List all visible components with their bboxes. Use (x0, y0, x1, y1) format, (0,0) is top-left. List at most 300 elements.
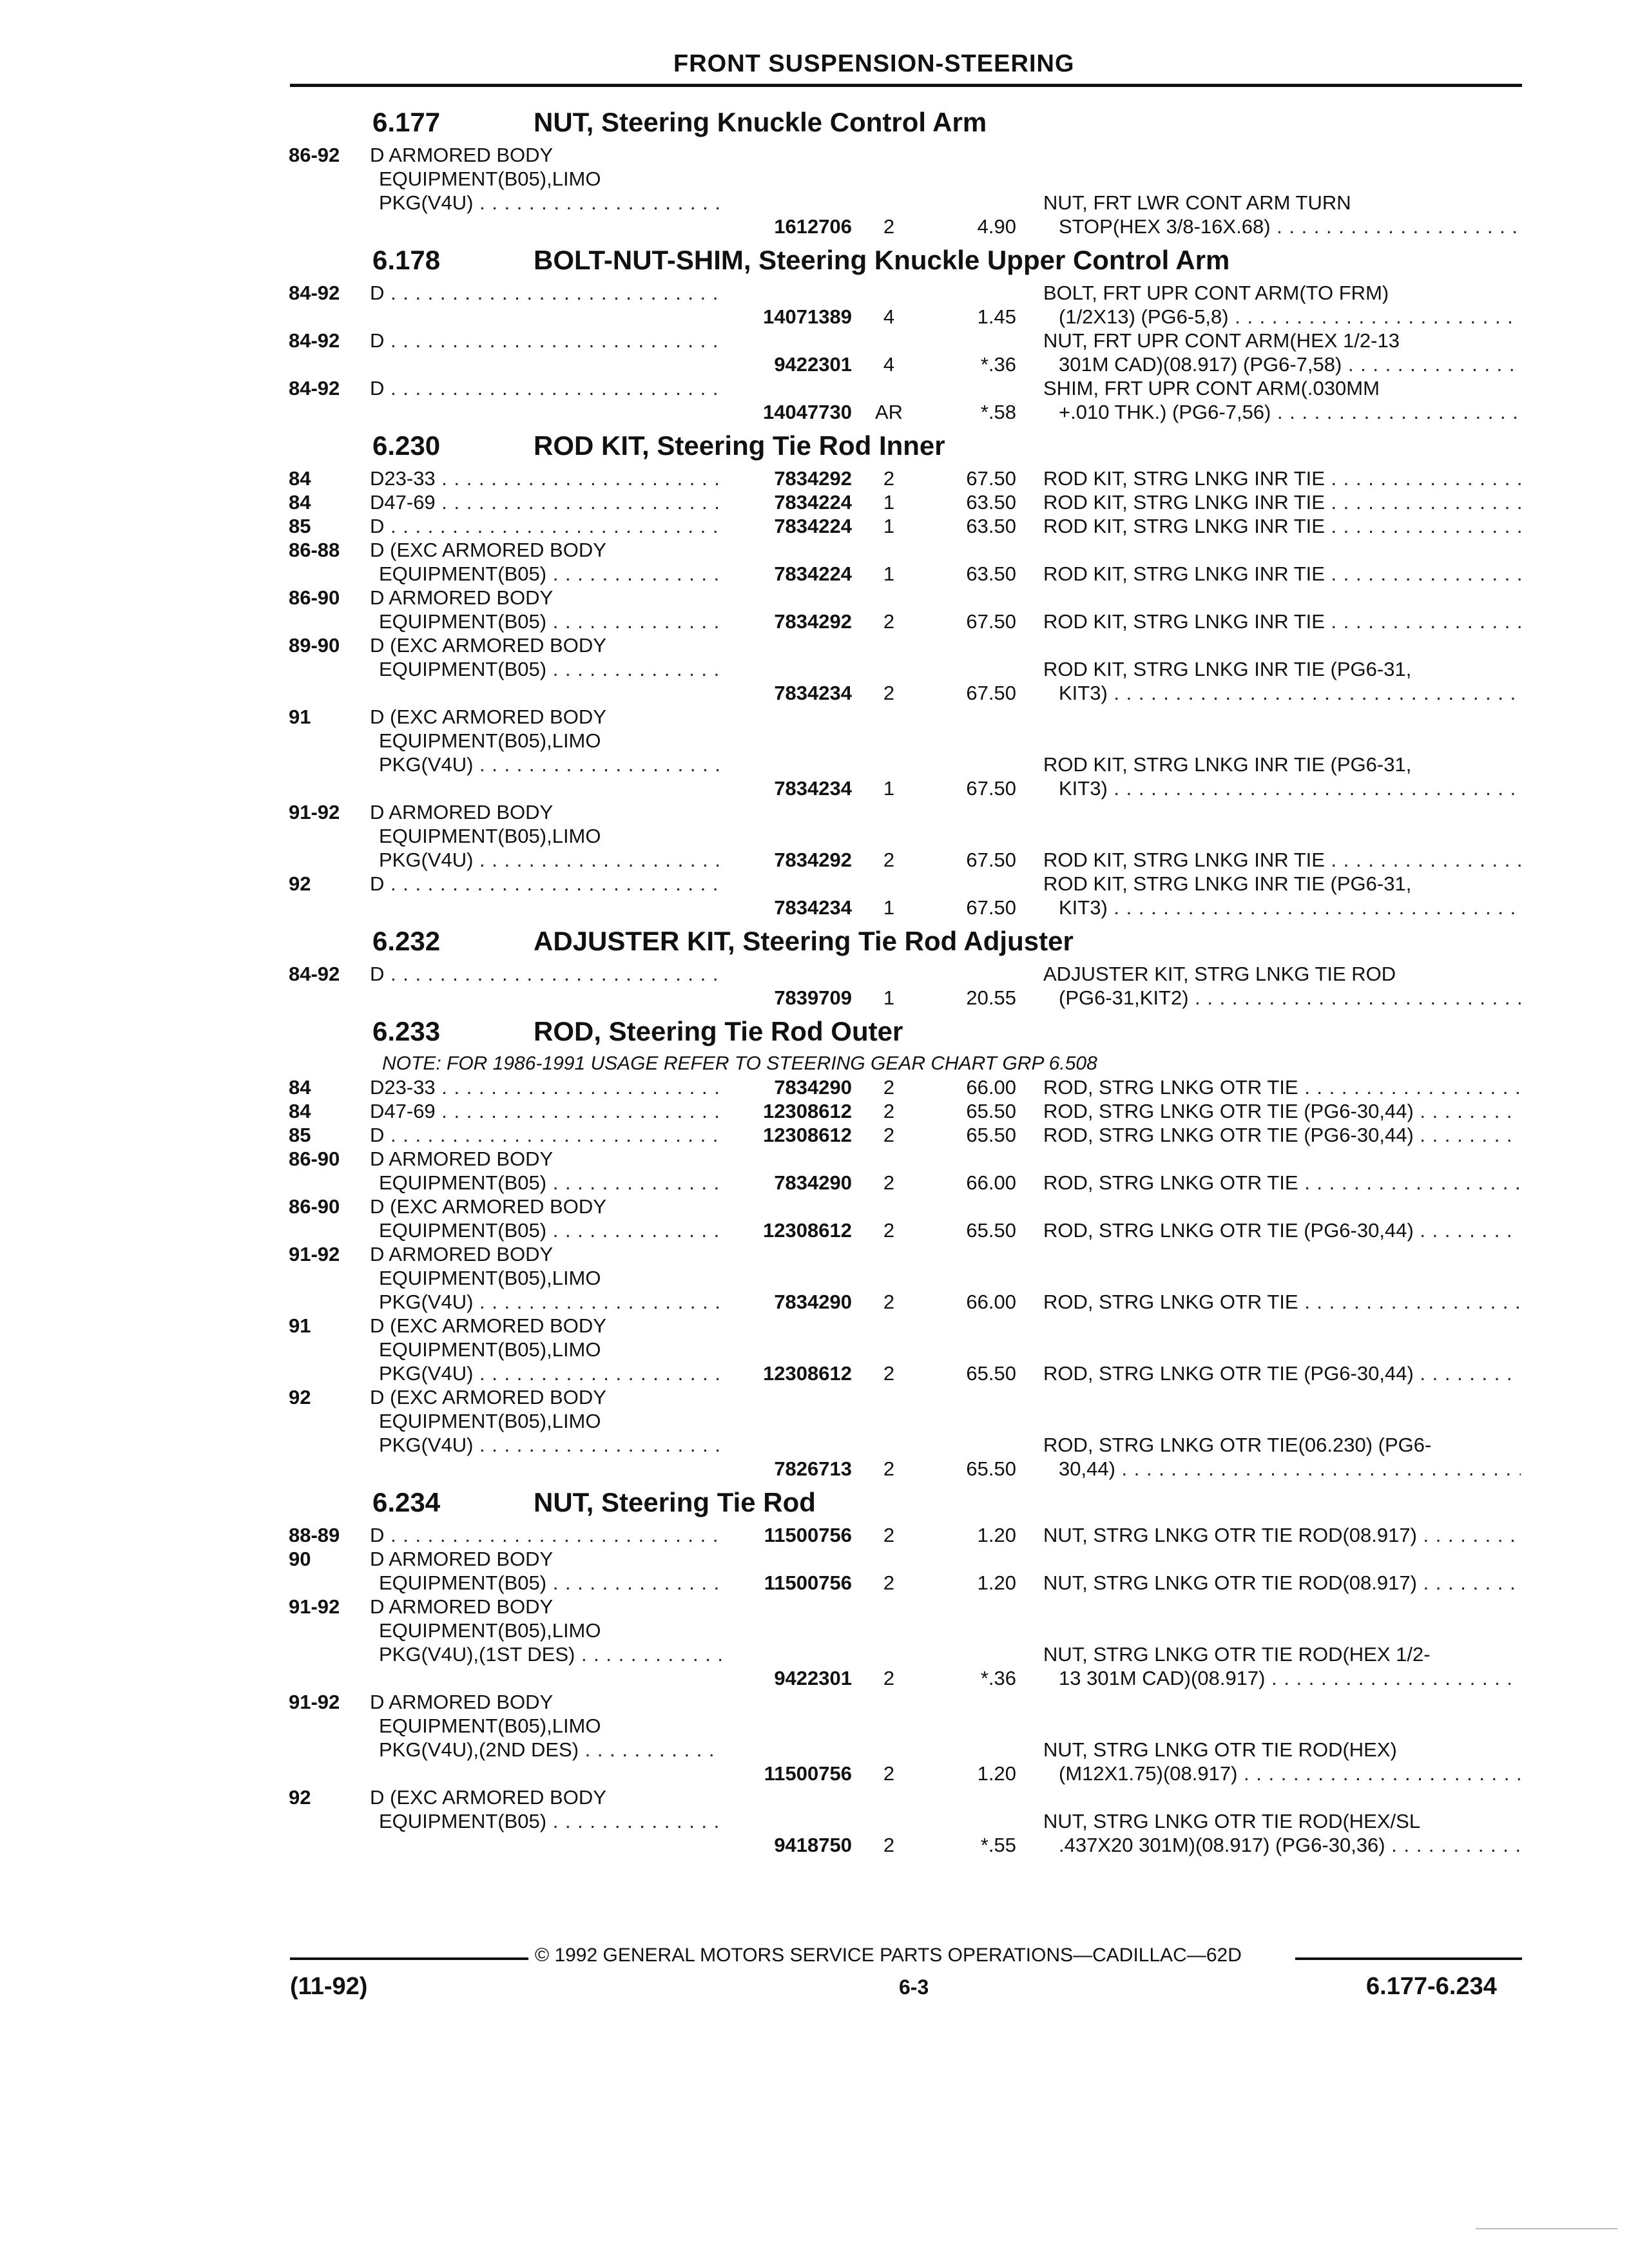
description-line: .437X20 301M)(08.917) (PG6-30,36) . . . (1043, 1833, 1521, 1857)
entry-year (289, 800, 370, 872)
group-number: 6.230 (372, 430, 441, 461)
description-line: NUT, STRG LNKG OTR TIE ROD(HEX) (1043, 1738, 1397, 1761)
quantity-text: 2 (883, 610, 895, 633)
footer-page-number: 6-3 (899, 1975, 929, 1999)
price-text: 65.50 (966, 1219, 1016, 1242)
part-entry (289, 1314, 1521, 1385)
quantity-text: 1 (883, 777, 895, 800)
entry-description (1016, 1195, 1521, 1242)
price-text: 67.50 (966, 682, 1016, 704)
entry-price (926, 1123, 1016, 1147)
part-number-text: 9422301 (774, 353, 852, 376)
part-number-text: 7834292 (774, 610, 852, 633)
part-group (289, 1481, 1521, 1857)
price-text: 65.50 (966, 1457, 1016, 1480)
part-number-text: 11500756 (764, 1571, 852, 1594)
entry-year (289, 514, 370, 538)
footer-copyright: © 1992 GENERAL MOTORS SERVICE PARTS OPERATIONS—CADILLAC—62D (535, 1945, 1242, 1966)
model-line: D . . . (370, 962, 723, 986)
entry-quantity (852, 466, 926, 490)
quantity-text: AR (874, 401, 903, 423)
entry-description (1016, 1785, 1521, 1857)
model-line: D ARMORED BODY (370, 1148, 554, 1170)
part-number-text: 7834234 (774, 896, 852, 919)
entry-description (1016, 514, 1521, 538)
entry-price (926, 376, 1016, 424)
group-number: 6.177 (372, 107, 441, 137)
model-line: D . . . (370, 872, 723, 896)
entry-price (926, 705, 1016, 800)
part-entry (289, 1123, 1521, 1147)
entry-year-text: 84-92 (289, 963, 340, 985)
model-line: EQUIPMENT(B05) . . . (370, 610, 723, 633)
part-entry (289, 1547, 1521, 1595)
entry-year (289, 705, 370, 800)
entry-quantity (852, 800, 926, 872)
entry-model (370, 281, 723, 329)
entry-price (926, 1690, 1016, 1785)
model-line: EQUIPMENT(B05),LIMO (379, 1410, 601, 1432)
group-heading (289, 1481, 1521, 1523)
model-line: EQUIPMENT(B05) . . . (370, 1809, 723, 1833)
entry-price (926, 962, 1016, 1010)
entry-model (370, 1242, 723, 1314)
entry-model (370, 1547, 723, 1595)
entry-year-text: 84 (289, 467, 311, 490)
entry-price (926, 1195, 1016, 1242)
model-line: PKG(V4U) . . . (370, 848, 723, 872)
model-line: D ARMORED BODY (370, 1548, 554, 1570)
entry-description (1016, 962, 1521, 1010)
entry-quantity (852, 1195, 926, 1242)
entry-price (926, 1547, 1016, 1595)
description-line: STOP(HEX 3/8-16X.68) . . . (1043, 215, 1521, 238)
entry-price (926, 1147, 1016, 1195)
footer-group-range: 6.177-6.234 (1366, 1973, 1497, 2000)
part-entry (289, 281, 1521, 329)
entry-quantity (852, 376, 926, 424)
description-line: 301M CAD)(08.917) (PG6-7,58) . . . (1043, 352, 1521, 376)
entry-quantity (852, 514, 926, 538)
entry-year-text: 90 (289, 1548, 311, 1570)
entry-description (1016, 586, 1521, 633)
entry-part-number (723, 1785, 852, 1857)
entry-year (289, 1123, 370, 1147)
entry-year (289, 1147, 370, 1195)
price-text: 65.50 (966, 1100, 1016, 1122)
entry-description (1016, 1690, 1521, 1785)
description-line: SHIM, FRT UPR CONT ARM(.030MM (1043, 377, 1380, 399)
entry-year-text: 86-90 (289, 1148, 340, 1170)
part-number-text: 7834290 (774, 1291, 852, 1313)
model-line: D (EXC ARMORED BODY (370, 634, 606, 657)
price-text: 20.55 (966, 986, 1016, 1009)
quantity-text: 2 (883, 1457, 895, 1480)
scan-mark (1476, 2228, 1617, 2229)
part-entry (289, 1523, 1521, 1547)
part-group (289, 101, 1521, 238)
entry-model (370, 1523, 723, 1547)
entry-quantity (852, 1547, 926, 1595)
model-line: D (EXC ARMORED BODY (370, 1314, 606, 1337)
model-line: D ARMORED BODY (370, 1243, 554, 1265)
entry-quantity (852, 586, 926, 633)
description-line: ROD KIT, STRG LNKG INR TIE . . . (1043, 466, 1521, 490)
entry-description (1016, 1099, 1521, 1123)
part-entry (289, 490, 1521, 514)
entry-description (1016, 1242, 1521, 1314)
model-line: PKG(V4U),(2ND DES) . . . (370, 1738, 723, 1762)
entry-part-number (723, 1242, 852, 1314)
price-text: 1.20 (977, 1524, 1016, 1546)
footer-rule-left (290, 1957, 528, 1960)
header-rule (290, 84, 1522, 87)
price-text: 65.50 (966, 1124, 1016, 1146)
entry-price (926, 143, 1016, 238)
group-title: ROD, Steering Tie Rod Outer (534, 1016, 903, 1046)
model-line: D (EXC ARMORED BODY (370, 539, 606, 561)
entry-year-text: 92 (289, 1386, 311, 1408)
model-line: D . . . (370, 1123, 723, 1147)
entry-part-number (723, 1385, 852, 1481)
description-line: ROD, STRG LNKG OTR TIE (PG6-30,44) . . . (1043, 1218, 1521, 1242)
entry-description (1016, 1147, 1521, 1195)
group-title: ADJUSTER KIT, Steering Tie Rod Adjuster (534, 926, 1074, 956)
entry-description (1016, 705, 1521, 800)
entry-description (1016, 281, 1521, 329)
part-entry (289, 1595, 1521, 1690)
model-line: EQUIPMENT(B05) . . . (370, 562, 723, 586)
price-text: 66.00 (966, 1171, 1016, 1194)
part-number-text: 7834234 (774, 682, 852, 704)
part-number-text: 12308612 (763, 1219, 852, 1242)
quantity-text: 2 (883, 849, 895, 871)
model-line: PKG(V4U) . . . (370, 1361, 723, 1385)
quantity-text: 2 (883, 1291, 895, 1313)
entry-year-text: 84-92 (289, 282, 340, 304)
entry-model (370, 466, 723, 490)
entry-quantity (852, 1595, 926, 1690)
part-number-text: 9418750 (774, 1834, 852, 1856)
quantity-text: 2 (883, 682, 895, 704)
entry-quantity (852, 1242, 926, 1314)
part-number-text: 11500756 (764, 1524, 852, 1546)
model-line: D ARMORED BODY (370, 1691, 554, 1713)
part-entry (289, 514, 1521, 538)
model-line: D23-33 . . . (370, 466, 723, 490)
description-line: ROD KIT, STRG LNKG INR TIE . . . (1043, 490, 1521, 514)
entry-quantity (852, 281, 926, 329)
part-entry (289, 1195, 1521, 1242)
entry-year (289, 1547, 370, 1595)
entry-year-text: 84 (289, 491, 311, 514)
description-line: NUT, STRG LNKG OTR TIE ROD(08.917) . . . (1043, 1523, 1521, 1547)
entry-model (370, 1314, 723, 1385)
entry-year (289, 1075, 370, 1099)
model-line: D . . . (370, 1523, 723, 1547)
description-line: ADJUSTER KIT, STRG LNKG TIE ROD (1043, 963, 1396, 985)
entry-year-text: 88-89 (289, 1524, 340, 1546)
entry-year (289, 1785, 370, 1857)
description-line: ROD, STRG LNKG OTR TIE . . . (1043, 1171, 1521, 1195)
description-line: NUT, STRG LNKG OTR TIE ROD(08.917) . . . (1043, 1571, 1521, 1595)
quantity-text: 2 (883, 1834, 895, 1856)
model-line: EQUIPMENT(B05),LIMO (379, 1619, 601, 1642)
entry-year-text: 92 (289, 872, 311, 895)
part-entry (289, 1785, 1521, 1857)
price-text: 4.90 (977, 215, 1016, 238)
entry-year (289, 1690, 370, 1785)
price-text: 66.00 (966, 1076, 1016, 1099)
entry-year-text: 86-92 (289, 144, 340, 166)
model-line: D ARMORED BODY (370, 1595, 554, 1618)
entry-description (1016, 1595, 1521, 1690)
entry-part-number (723, 1099, 852, 1123)
entry-model (370, 538, 723, 586)
entry-quantity (852, 143, 926, 238)
entry-quantity (852, 1385, 926, 1481)
price-text: 67.50 (966, 467, 1016, 490)
entry-quantity (852, 490, 926, 514)
entry-description (1016, 466, 1521, 490)
entry-year (289, 1099, 370, 1123)
model-line: EQUIPMENT(B05),LIMO (379, 168, 601, 190)
part-group (289, 238, 1521, 424)
model-line: EQUIPMENT(B05) . . . (370, 1218, 723, 1242)
entry-model (370, 376, 723, 424)
entry-quantity (852, 1785, 926, 1857)
description-line: 13 301M CAD)(08.917) . . . (1043, 1666, 1521, 1690)
entry-description (1016, 329, 1521, 376)
part-entry (289, 143, 1521, 238)
entry-price (926, 1523, 1016, 1547)
entry-description (1016, 1523, 1521, 1547)
part-number-text: 11500756 (764, 1762, 852, 1785)
price-text: 66.00 (966, 1291, 1016, 1313)
group-number: 6.233 (372, 1016, 441, 1046)
model-line: D . . . (370, 376, 723, 400)
group-number: 6.232 (372, 926, 441, 956)
entry-part-number (723, 1547, 852, 1595)
model-line: D47-69 . . . (370, 490, 723, 514)
model-line: EQUIPMENT(B05),LIMO (379, 825, 601, 847)
entry-model (370, 1075, 723, 1099)
entry-price (926, 1785, 1016, 1857)
entry-quantity (852, 1523, 926, 1547)
entry-price (926, 586, 1016, 633)
entry-model (370, 586, 723, 633)
part-entry (289, 1075, 1521, 1099)
part-number-text: 7834292 (774, 849, 852, 871)
model-line: EQUIPMENT(B05),LIMO (379, 729, 601, 752)
quantity-text: 2 (883, 1076, 895, 1099)
model-line: EQUIPMENT(B05) . . . (370, 1171, 723, 1195)
group-number: 6.234 (372, 1487, 441, 1517)
part-number-text: 7834290 (774, 1076, 852, 1099)
description-line: KIT3) . . . (1043, 776, 1521, 800)
entry-year-text: 84-92 (289, 377, 340, 399)
entry-model (370, 1147, 723, 1195)
entry-part-number (723, 1075, 852, 1099)
model-line: D . . . (370, 281, 723, 305)
entry-year-text: 86-88 (289, 539, 340, 561)
entry-model (370, 1099, 723, 1123)
part-entry (289, 586, 1521, 633)
entry-part-number (723, 705, 852, 800)
entry-year (289, 962, 370, 1010)
entry-price (926, 490, 1016, 514)
part-entry (289, 538, 1521, 586)
part-number-text: 7826713 (774, 1457, 852, 1480)
entry-model (370, 1595, 723, 1690)
entry-model (370, 1195, 723, 1242)
entry-quantity (852, 538, 926, 586)
part-number-text: 12308612 (763, 1124, 852, 1146)
entry-quantity (852, 1123, 926, 1147)
quantity-text: 1 (883, 491, 895, 514)
entry-price (926, 1075, 1016, 1099)
part-entry (289, 1099, 1521, 1123)
entry-part-number (723, 962, 852, 1010)
entry-price (926, 633, 1016, 705)
quantity-text: 2 (883, 1100, 895, 1122)
entry-year (289, 1242, 370, 1314)
entry-year-text: 91 (289, 706, 311, 728)
part-number-text: 14071389 (763, 305, 852, 328)
entry-price (926, 514, 1016, 538)
model-line: PKG(V4U),(1ST DES) . . . (370, 1642, 723, 1666)
price-text: 63.50 (966, 491, 1016, 514)
part-number-text: 12308612 (763, 1100, 852, 1122)
group-title: BOLT-NUT-SHIM, Steering Knuckle Upper Control Arm (534, 245, 1230, 275)
entry-year (289, 329, 370, 376)
part-number-text: 7834224 (774, 491, 852, 514)
entry-year-text: 86-90 (289, 1195, 340, 1218)
part-number-text: 7839709 (774, 986, 852, 1009)
part-group (289, 919, 1521, 1010)
page-header-title: FRONT SUSPENSION-STEERING (673, 50, 1075, 77)
description-line: ROD KIT, STRG LNKG INR TIE . . . (1043, 610, 1521, 633)
entry-model (370, 514, 723, 538)
model-line: EQUIPMENT(B05) . . . (370, 657, 723, 681)
entry-part-number (723, 376, 852, 424)
entry-model (370, 1690, 723, 1785)
entry-part-number (723, 1595, 852, 1690)
part-entry (289, 1385, 1521, 1481)
entry-year-text: 91-92 (289, 801, 340, 823)
footer-date: (11-92) (290, 1973, 368, 2000)
part-entry (289, 705, 1521, 800)
model-line: PKG(V4U) . . . (370, 191, 723, 215)
description-line: (PG6-31,KIT2) . . . (1043, 986, 1521, 1010)
description-line: NUT, STRG LNKG OTR TIE ROD(HEX/SL (1043, 1810, 1421, 1832)
model-line: PKG(V4U) . . . (370, 1290, 723, 1314)
description-line: +.010 THK.) (PG6-7,56) . . . (1043, 400, 1521, 424)
price-text: 63.50 (966, 562, 1016, 585)
entry-year (289, 1195, 370, 1242)
price-text: 67.50 (966, 849, 1016, 871)
entry-part-number (723, 586, 852, 633)
entry-model (370, 490, 723, 514)
price-text: 67.50 (966, 610, 1016, 633)
entry-model (370, 1123, 723, 1147)
model-line: EQUIPMENT(B05) . . . (370, 1571, 723, 1595)
part-group (289, 1010, 1521, 1481)
model-line: D (EXC ARMORED BODY (370, 1386, 606, 1408)
part-number-text: 9422301 (774, 1667, 852, 1689)
description-line: NUT, FRT LWR CONT ARM TURN (1043, 191, 1351, 214)
quantity-text: 4 (883, 353, 895, 376)
model-line: D23-33 . . . (370, 1075, 723, 1099)
description-line: KIT3) . . . (1043, 681, 1521, 705)
entry-description (1016, 376, 1521, 424)
quantity-text: 2 (883, 1362, 895, 1385)
part-number-text: 14047730 (763, 401, 852, 423)
entry-year (289, 538, 370, 586)
description-line: NUT, FRT UPR CONT ARM(HEX 1/2-13 (1043, 329, 1400, 352)
entry-part-number (723, 1147, 852, 1195)
quantity-text: 2 (883, 1219, 895, 1242)
description-line: (M12X1.75)(08.917) . . . (1043, 1762, 1521, 1785)
entry-year-text: 92 (289, 1786, 311, 1809)
description-line: ROD, STRG LNKG OTR TIE (PG6-30,44) . . . (1043, 1361, 1521, 1385)
part-number-text: 7834234 (774, 777, 852, 800)
price-text: 67.50 (966, 896, 1016, 919)
group-heading (289, 101, 1521, 143)
part-entry (289, 962, 1521, 1010)
entry-price (926, 1595, 1016, 1690)
entry-quantity (852, 705, 926, 800)
entry-price (926, 1314, 1016, 1385)
part-entry (289, 633, 1521, 705)
entry-model (370, 143, 723, 238)
description-line: ROD KIT, STRG LNKG INR TIE . . . (1043, 562, 1521, 586)
entry-part-number (723, 466, 852, 490)
quantity-text: 1 (883, 515, 895, 537)
entry-part-number (723, 1123, 852, 1147)
entry-year (289, 490, 370, 514)
group-heading (289, 1010, 1521, 1052)
part-entry (289, 1690, 1521, 1785)
part-entry (289, 466, 1521, 490)
model-line: D (EXC ARMORED BODY (370, 1195, 606, 1218)
entry-year-text: 91-92 (289, 1691, 340, 1713)
group-heading (289, 238, 1521, 281)
part-entry (289, 800, 1521, 872)
entry-description (1016, 1123, 1521, 1147)
model-line: D (EXC ARMORED BODY (370, 1786, 606, 1809)
quantity-text: 2 (883, 467, 895, 490)
group-title: NUT, Steering Knuckle Control Arm (534, 107, 987, 137)
part-number-text: 7834292 (774, 467, 852, 490)
price-text: 1.20 (977, 1571, 1016, 1594)
description-line: ROD, STRG LNKG OTR TIE . . . (1043, 1290, 1521, 1314)
entry-price (926, 1242, 1016, 1314)
quantity-text: 1 (883, 562, 895, 585)
description-line: ROD, STRG LNKG OTR TIE (PG6-30,44) . . . (1043, 1123, 1521, 1147)
entry-year-text: 89-90 (289, 634, 340, 657)
entry-quantity (852, 1075, 926, 1099)
entry-price (926, 466, 1016, 490)
entry-description (1016, 490, 1521, 514)
description-line: ROD KIT, STRG LNKG INR TIE (PG6-31, (1043, 753, 1412, 776)
entry-year (289, 1523, 370, 1547)
entry-model (370, 633, 723, 705)
entry-part-number (723, 329, 852, 376)
part-number-text: 7834290 (774, 1171, 852, 1194)
entry-model (370, 705, 723, 800)
entry-year (289, 872, 370, 919)
